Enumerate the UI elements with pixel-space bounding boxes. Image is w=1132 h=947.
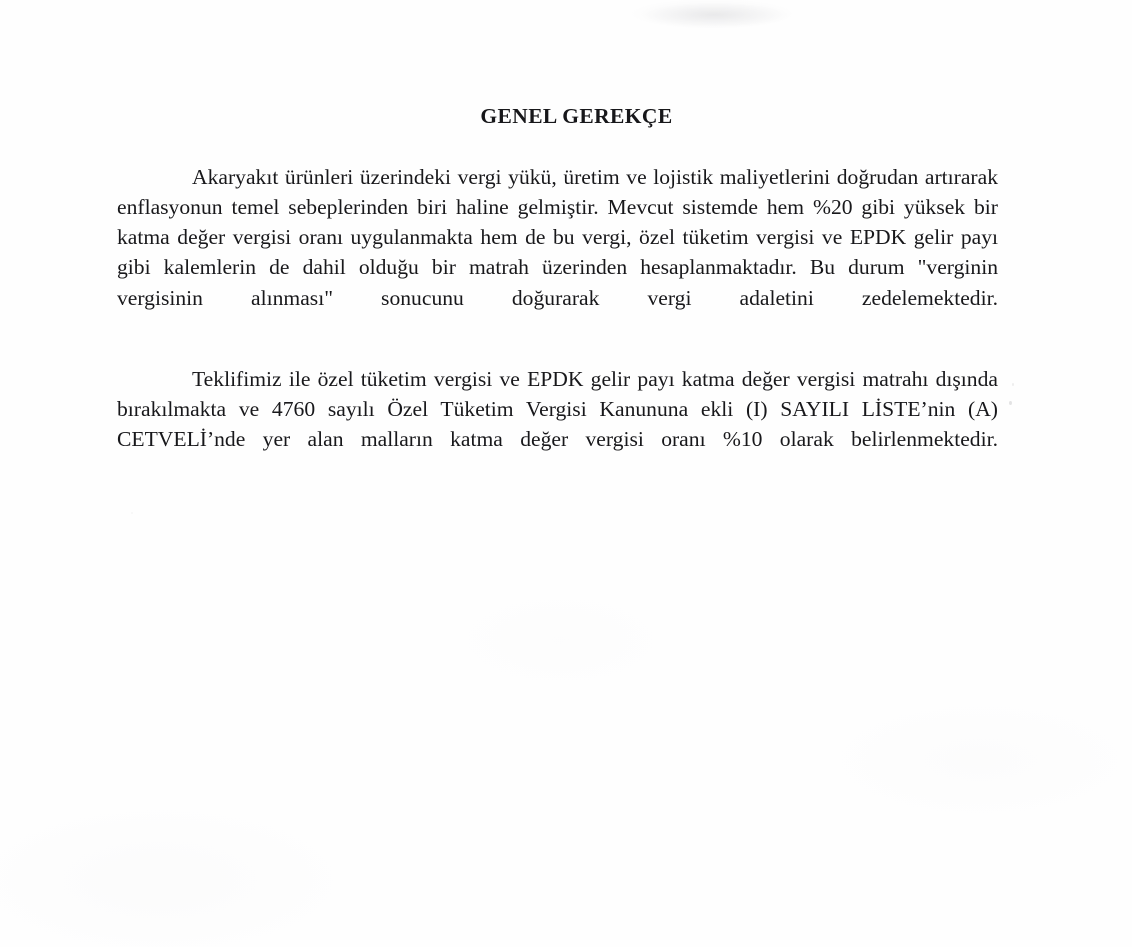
scan-smudge-artifact (640, 2, 790, 28)
scan-speck-artifact (131, 512, 133, 514)
scan-speck-artifact (1009, 401, 1012, 405)
paragraph-general-rationale-1: Akaryakıt ürünleri üzerindeki vergi yükü, üretim ve lojistik maliyetlerini doğrudan artırarak enflasyonun temel sebeplerinden biri haline gelmiştir. Mevcut sistemde hem %20 gibi yüksek bir katma değer vergisi oranı uygulanmakta hem de bu vergi, özel tüketim vergisi ve EPDK gelir payı gibi kalemlerin de dahil olduğu bir matrah üzerinden hesaplanmaktadır. Bu durum "verginin vergisinin alınması" sonucunu doğurarak vergi adaletini zedelemektedir. (117, 164, 998, 310)
scan-speck-artifact (1012, 383, 1014, 386)
paragraph-general-rationale-2: Teklifimiz ile özel tüketim vergisi ve EPDK gelir payı katma değer vergisi matrahı dışında bırakılmakta ve 4760 sayılı Özel Tüketim Vergisi Kanununa ekli (I) SAYILI LİSTE’nin (A) CETVELİ’nde yer alan malların katma değer vergisi oranı %10 olarak belirlenmektedir. (117, 367, 998, 452)
document-text-block (117, 104, 998, 485)
page-title: GENEL GEREKÇE (480, 104, 673, 128)
